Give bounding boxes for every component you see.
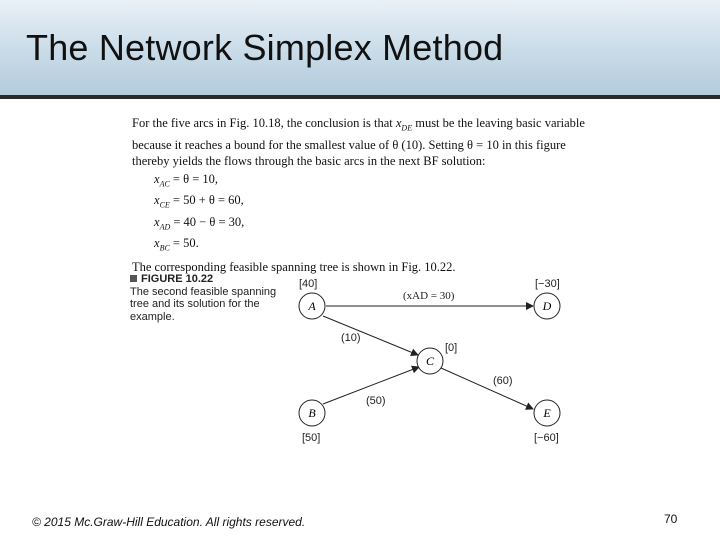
figure-caption <box>130 273 295 323</box>
variable-x: x <box>395 116 402 130</box>
node-b <box>299 400 325 426</box>
svg-text:D: D <box>542 299 552 313</box>
svg-text:A: A <box>308 299 316 313</box>
equation: $x_{AD} = 40 - \theta = 30$, <box>154 214 245 231</box>
supply-b: [50] <box>302 432 321 444</box>
node-e <box>534 400 560 426</box>
textbook-excerpt <box>132 115 602 275</box>
supply-c: [0] <box>445 342 458 354</box>
title-divider <box>0 95 720 99</box>
svg-text:C: C <box>425 354 435 368</box>
flow-label-c-e: (60) <box>493 375 513 387</box>
page-number: 70 <box>664 512 678 526</box>
slide-title: The Network Simplex Method <box>26 27 504 68</box>
equation: $x_{CE} = 50 + \theta = 60$, <box>154 193 244 210</box>
arc-c-e <box>441 368 533 409</box>
title-bar <box>0 0 720 95</box>
flow-label-a-c: (10) <box>341 332 361 344</box>
arc-a-c <box>323 316 418 355</box>
variable-subscript: DE <box>401 123 413 133</box>
node-c <box>417 348 443 374</box>
supply-a: [40] <box>299 278 318 290</box>
svg-text:B: B <box>308 406 316 420</box>
figure-caption-text: The second feasible spanning tree and its solution for the example. <box>130 285 277 323</box>
copyright-footer: © 2015 Mc.Graw-Hill Education. All rights reserved. <box>32 515 306 529</box>
spanning-tree-diagram <box>285 265 585 450</box>
paragraph-intro: For the five arcs in Fig. 10.18, the conclusion is that $x_{DE}$ must be the leaving basic variable because it reaches a bound for the smallest value of θ (10). Setting θ = 10 in this figure thereby yields the flows through the basic arcs in the next BF solution: <box>132 116 585 168</box>
figure-label: FIGURE 10.22 <box>130 273 295 286</box>
paragraph-conclusion: The corresponding feasible spanning tree is shown in Fig. 10.22. <box>132 259 456 274</box>
node-a <box>299 293 325 319</box>
flow-label-a-d: (xAD = 30) <box>403 290 455 302</box>
equation: $x_{AC} = \theta = 10$, <box>154 171 219 188</box>
equation-list <box>154 171 602 257</box>
supply-d: [−30] <box>535 278 560 290</box>
flow-label-b-c: (50) <box>366 395 386 407</box>
square-bullet-icon <box>130 275 137 282</box>
supply-e: [−60] <box>534 432 559 444</box>
equation: $x_{BC} = 50$. <box>154 236 199 253</box>
svg-text:E: E <box>543 406 551 420</box>
node-d <box>534 293 560 319</box>
